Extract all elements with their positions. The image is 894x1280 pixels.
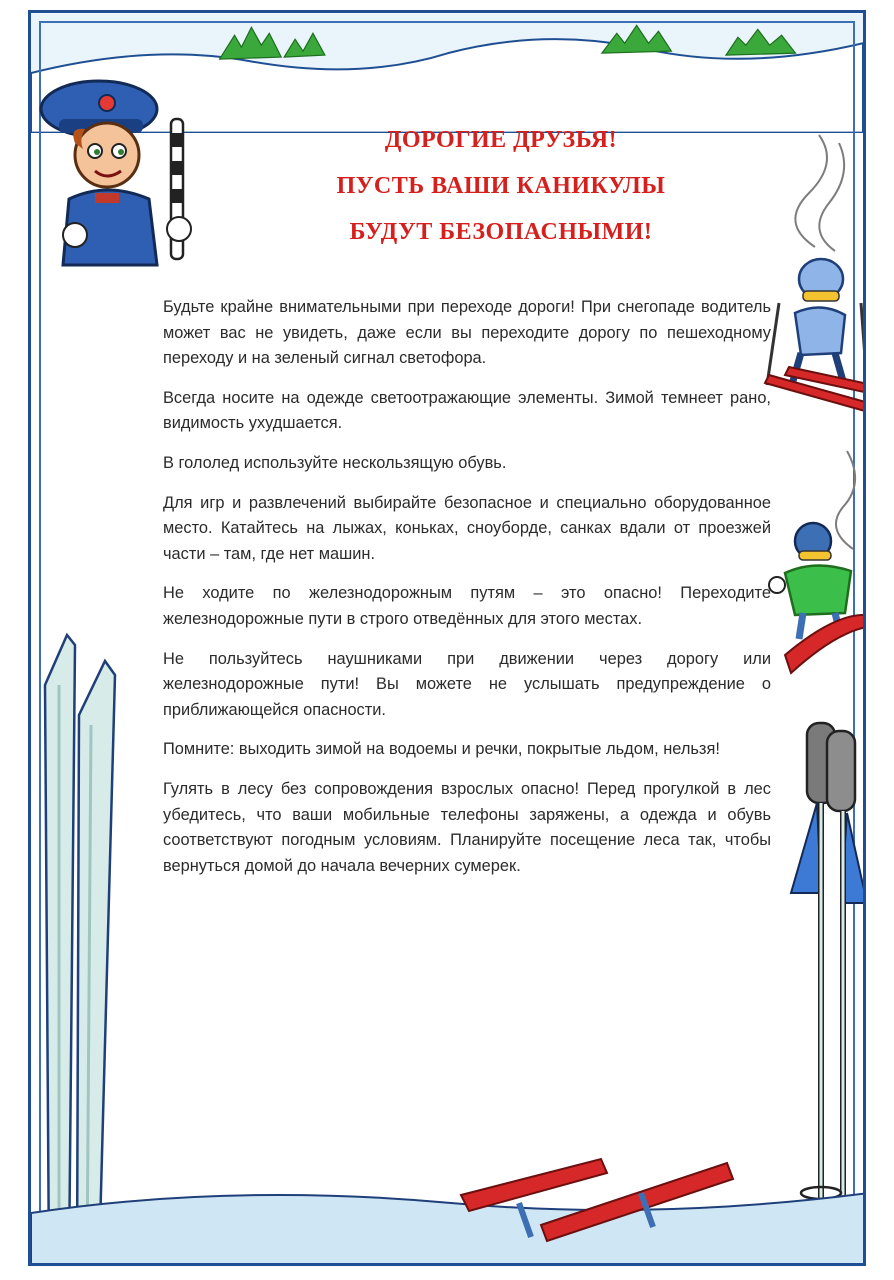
tip-headphones: Не пользуйтесь наушниками при движении через дорогу или железнодорожные пути! Вы можете не услышать предупреждение о приближающейся опасности. [163, 649, 771, 719]
poster-title [271, 117, 731, 255]
tip-play-area: Для игр и развлечений выбирайте безопасное и специально оборудованное место. Катайтесь на лыжах, коньках, сноуборде, санках вдали от проезжей части – там, где нет машин. [163, 493, 771, 563]
safety-tips [163, 295, 771, 893]
snow-ground-illustration [31, 1143, 866, 1266]
tip-forest: Гулять в лесу без сопровождения взрослых опасно! Перед прогулкой в лес убедитесь, что ваши мобильные телефоны заряжены, а одежда и обувь соответствуют погодным условиям. Планируйте посещение леса так, чтобы вернуться домой до начала вечерних сумерек. [163, 779, 771, 875]
title-line-1: ДОРОГИЕ ДРУЗЬЯ! [384, 127, 618, 153]
traffic-officer-illustration [39, 69, 209, 269]
title-line-3: БУДУТ БЕЗОПАСНЫМИ! [349, 219, 653, 245]
tip-frozen-water: Помните: выходить зимой на водоемы и речки, покрытые льдом, нельзя! [163, 740, 720, 759]
snowboarder-illustration [755, 443, 866, 683]
tip-ice-shoes: В гололед используйте нескользящую обувь. [163, 453, 507, 472]
tip-railway: Не ходите по железнодорожным путям – это опасно! Переходите железнодорожные пути в строго отведённых для этого местах. [163, 584, 771, 628]
poster-frame [28, 10, 866, 1266]
tip-crossing: Будьте крайне внимательными при переходе дороги! При снегопаде водитель может вас не увидеть, даже если вы переходите дорогу по пешеходному переходу и на зеленый сигнал светофора. [163, 298, 771, 368]
title-line-2: ПУСТЬ ВАШИ КАНИКУЛЫ [336, 173, 666, 199]
tip-reflective: Всегда носите на одежде светоотражающие элементы. Зимой темнеет рано, видимость ухудшается. [163, 388, 771, 433]
